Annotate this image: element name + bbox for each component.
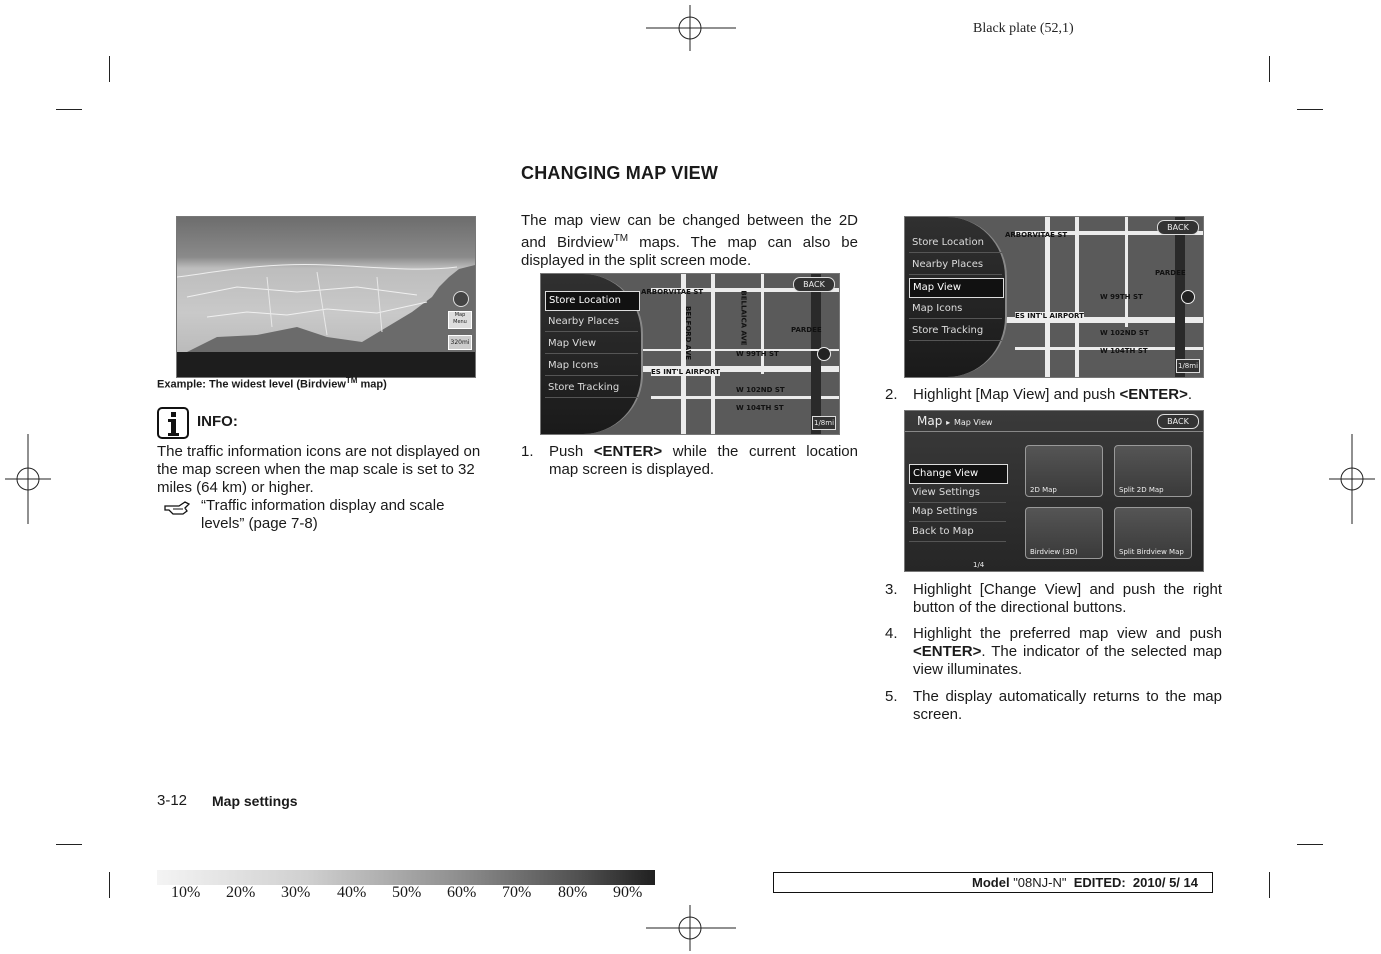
map-label: BELFORD AVE	[684, 305, 693, 361]
screen-title	[917, 414, 992, 428]
menu-item-map-view[interactable]: Map View	[545, 335, 638, 354]
step-number: 2.	[885, 386, 898, 403]
step-key: <ENTER>	[1119, 386, 1188, 403]
intro-paragraph	[521, 212, 858, 270]
registration-mark-left	[5, 434, 51, 524]
tone-label: 90%	[613, 884, 643, 901]
tile-label: 2D Map	[1030, 486, 1057, 494]
view-tile-birdview-3d[interactable]	[1025, 507, 1103, 559]
map-label: W 99TH ST	[1100, 293, 1143, 301]
map-label: ARBORVITAE ST	[641, 288, 704, 296]
intro-tm: TM	[613, 233, 629, 244]
menu-item-map-icons[interactable]: Map Icons	[545, 357, 638, 376]
model-edited-box	[773, 872, 1213, 893]
tone-label: 80%	[558, 884, 588, 901]
tile-label: Split Birdview Map	[1119, 548, 1184, 556]
step-2	[885, 386, 1222, 404]
intro-text-1: The map view can be changed between the 2D and Birdview	[521, 212, 858, 251]
tone-scale-bar	[157, 870, 655, 885]
birdview-terrain	[177, 217, 475, 377]
step-text: The display automatically returns to the map screen.	[913, 688, 1222, 723]
step-key: <ENTER>	[913, 643, 982, 660]
tone-label: 20%	[226, 884, 256, 901]
step-3	[885, 581, 1222, 617]
step-5	[885, 688, 1222, 724]
tone-label: 40%	[337, 884, 367, 901]
map-label: PARDEE	[791, 326, 822, 334]
view-tile-split-2d-map[interactable]	[1114, 445, 1192, 497]
step-1	[521, 443, 858, 479]
footer-section: Map settings	[212, 793, 298, 809]
birdview-map-figure	[176, 216, 476, 378]
map-label: W 102ND ST	[736, 386, 785, 394]
registration-mark-right	[1329, 434, 1375, 524]
caption-text: Example: The widest level (Birdview	[157, 378, 346, 391]
map-label: W 102ND ST	[1100, 329, 1149, 337]
step-text: Highlight the preferred map view and push	[913, 625, 1222, 642]
tile-label: Split 2D Map	[1119, 486, 1164, 494]
tone-label: 70%	[502, 884, 532, 901]
menu-item-nearby-places[interactable]: Nearby Places	[909, 256, 1002, 275]
step-text: Highlight [Change View] and push the right button of the directional buttons.	[913, 581, 1222, 616]
vehicle-icon	[817, 347, 831, 361]
map-label: ARBORVITAE ST	[1005, 231, 1068, 239]
registration-mark-top	[646, 5, 736, 51]
info-title: INFO:	[197, 413, 238, 430]
scale-button[interactable]: 320mi	[448, 335, 472, 350]
intro-text-2: maps. The map can also be displayed in the split screen mode.	[521, 234, 858, 269]
view-tile-2d-map[interactable]	[1025, 445, 1103, 497]
menu-item-store-location[interactable]: Store Location	[545, 291, 640, 311]
menu-item-store-location[interactable]: Store Location	[909, 234, 1002, 253]
step-text-post: while the current location map screen is displayed.	[549, 443, 858, 478]
page-number: 3-12	[157, 792, 188, 809]
menu-item-back-to-map[interactable]: Back to Map	[909, 523, 1006, 542]
compass-icon[interactable]	[453, 291, 469, 307]
edited-date: EDITED: 2010/ 5/ 14	[1066, 875, 1198, 890]
vehicle-icon	[1181, 290, 1195, 304]
step-number: 3.	[885, 581, 898, 598]
map-label: BELLAICA AVE	[739, 290, 748, 346]
menu-item-store-tracking[interactable]: Store Tracking	[545, 379, 638, 398]
tone-label: 30%	[281, 884, 311, 901]
scale-indicator[interactable]: 1/8mi	[1176, 359, 1200, 373]
reference-hand-icon	[163, 500, 191, 521]
back-button[interactable]: BACK	[793, 277, 835, 292]
map-label: W 99TH ST	[736, 350, 779, 358]
breadcrumb-map-view: Map View	[954, 418, 993, 427]
map-label: PARDEE	[1155, 269, 1186, 277]
map-menu-button[interactable]: Map Menu	[448, 311, 472, 329]
menu-item-nearby-places[interactable]: Nearby Places	[545, 313, 638, 332]
view-tile-split-birdview-map[interactable]	[1114, 507, 1192, 559]
menu-item-change-view[interactable]: Change View	[909, 464, 1008, 484]
map-view-screen	[904, 410, 1204, 572]
side-menu	[541, 274, 643, 434]
registration-mark-bottom	[646, 905, 736, 951]
caption-tm: TM	[345, 376, 358, 385]
menu-item-map-settings[interactable]: Map Settings	[909, 503, 1006, 522]
info-reference: “Traffic information display and scale levels” (page 7-8)	[201, 497, 445, 532]
map-label: W 104TH ST	[1100, 347, 1148, 355]
section-heading: CHANGING MAP VIEW	[521, 163, 719, 183]
step-text-post: . The indicator of the selected map view illuminates.	[913, 643, 1222, 678]
step-number: 1.	[521, 443, 534, 460]
map-label: ES INT'L AIRPORT	[1015, 312, 1084, 320]
model-value: "08NJ-N"	[1013, 875, 1067, 890]
menu-screen-2	[904, 216, 1204, 378]
step-number: 5.	[885, 688, 898, 705]
scale-indicator[interactable]: 1/8mi	[812, 416, 836, 430]
step-4	[885, 625, 1222, 679]
caption-suffix: map)	[357, 378, 387, 391]
breadcrumb-arrow: ▸	[946, 418, 951, 427]
plate-label: Black plate (52,1)	[973, 21, 1074, 36]
map-label: W 104TH ST	[736, 404, 784, 412]
step-number: 4.	[885, 625, 898, 642]
back-button[interactable]: BACK	[1157, 414, 1199, 429]
step-text: Highlight [Map View] and push	[913, 386, 1120, 403]
tone-label: 60%	[447, 884, 477, 901]
info-body: The traffic information icons are not displayed on the map screen when the map scale is set to 32 miles (64 km) or higher.	[157, 443, 481, 496]
map-label: ES INT'L AIRPORT	[651, 368, 720, 376]
menu-item-map-icons[interactable]: Map Icons	[909, 300, 1002, 319]
title-map: Map	[917, 414, 943, 428]
tile-label: Birdview (3D)	[1030, 548, 1078, 556]
menu-item-store-tracking[interactable]: Store Tracking	[909, 322, 1002, 341]
model-label: Model	[972, 875, 1014, 890]
step-text: Push	[549, 443, 594, 460]
menu-item-view-settings[interactable]: View Settings	[909, 484, 1006, 503]
tone-label: 50%	[392, 884, 422, 901]
page-indicator: 1/4	[973, 561, 985, 569]
menu-item-map-view[interactable]: Map View	[909, 278, 1004, 298]
step-text-post: .	[1187, 386, 1193, 403]
side-menu	[905, 217, 1007, 377]
step-key: <ENTER>	[593, 443, 663, 460]
back-button[interactable]: BACK	[1157, 220, 1199, 235]
figure-caption	[157, 376, 387, 391]
menu-screen-1	[540, 273, 840, 435]
info-icon	[157, 407, 189, 439]
tone-label: 10%	[171, 884, 201, 901]
